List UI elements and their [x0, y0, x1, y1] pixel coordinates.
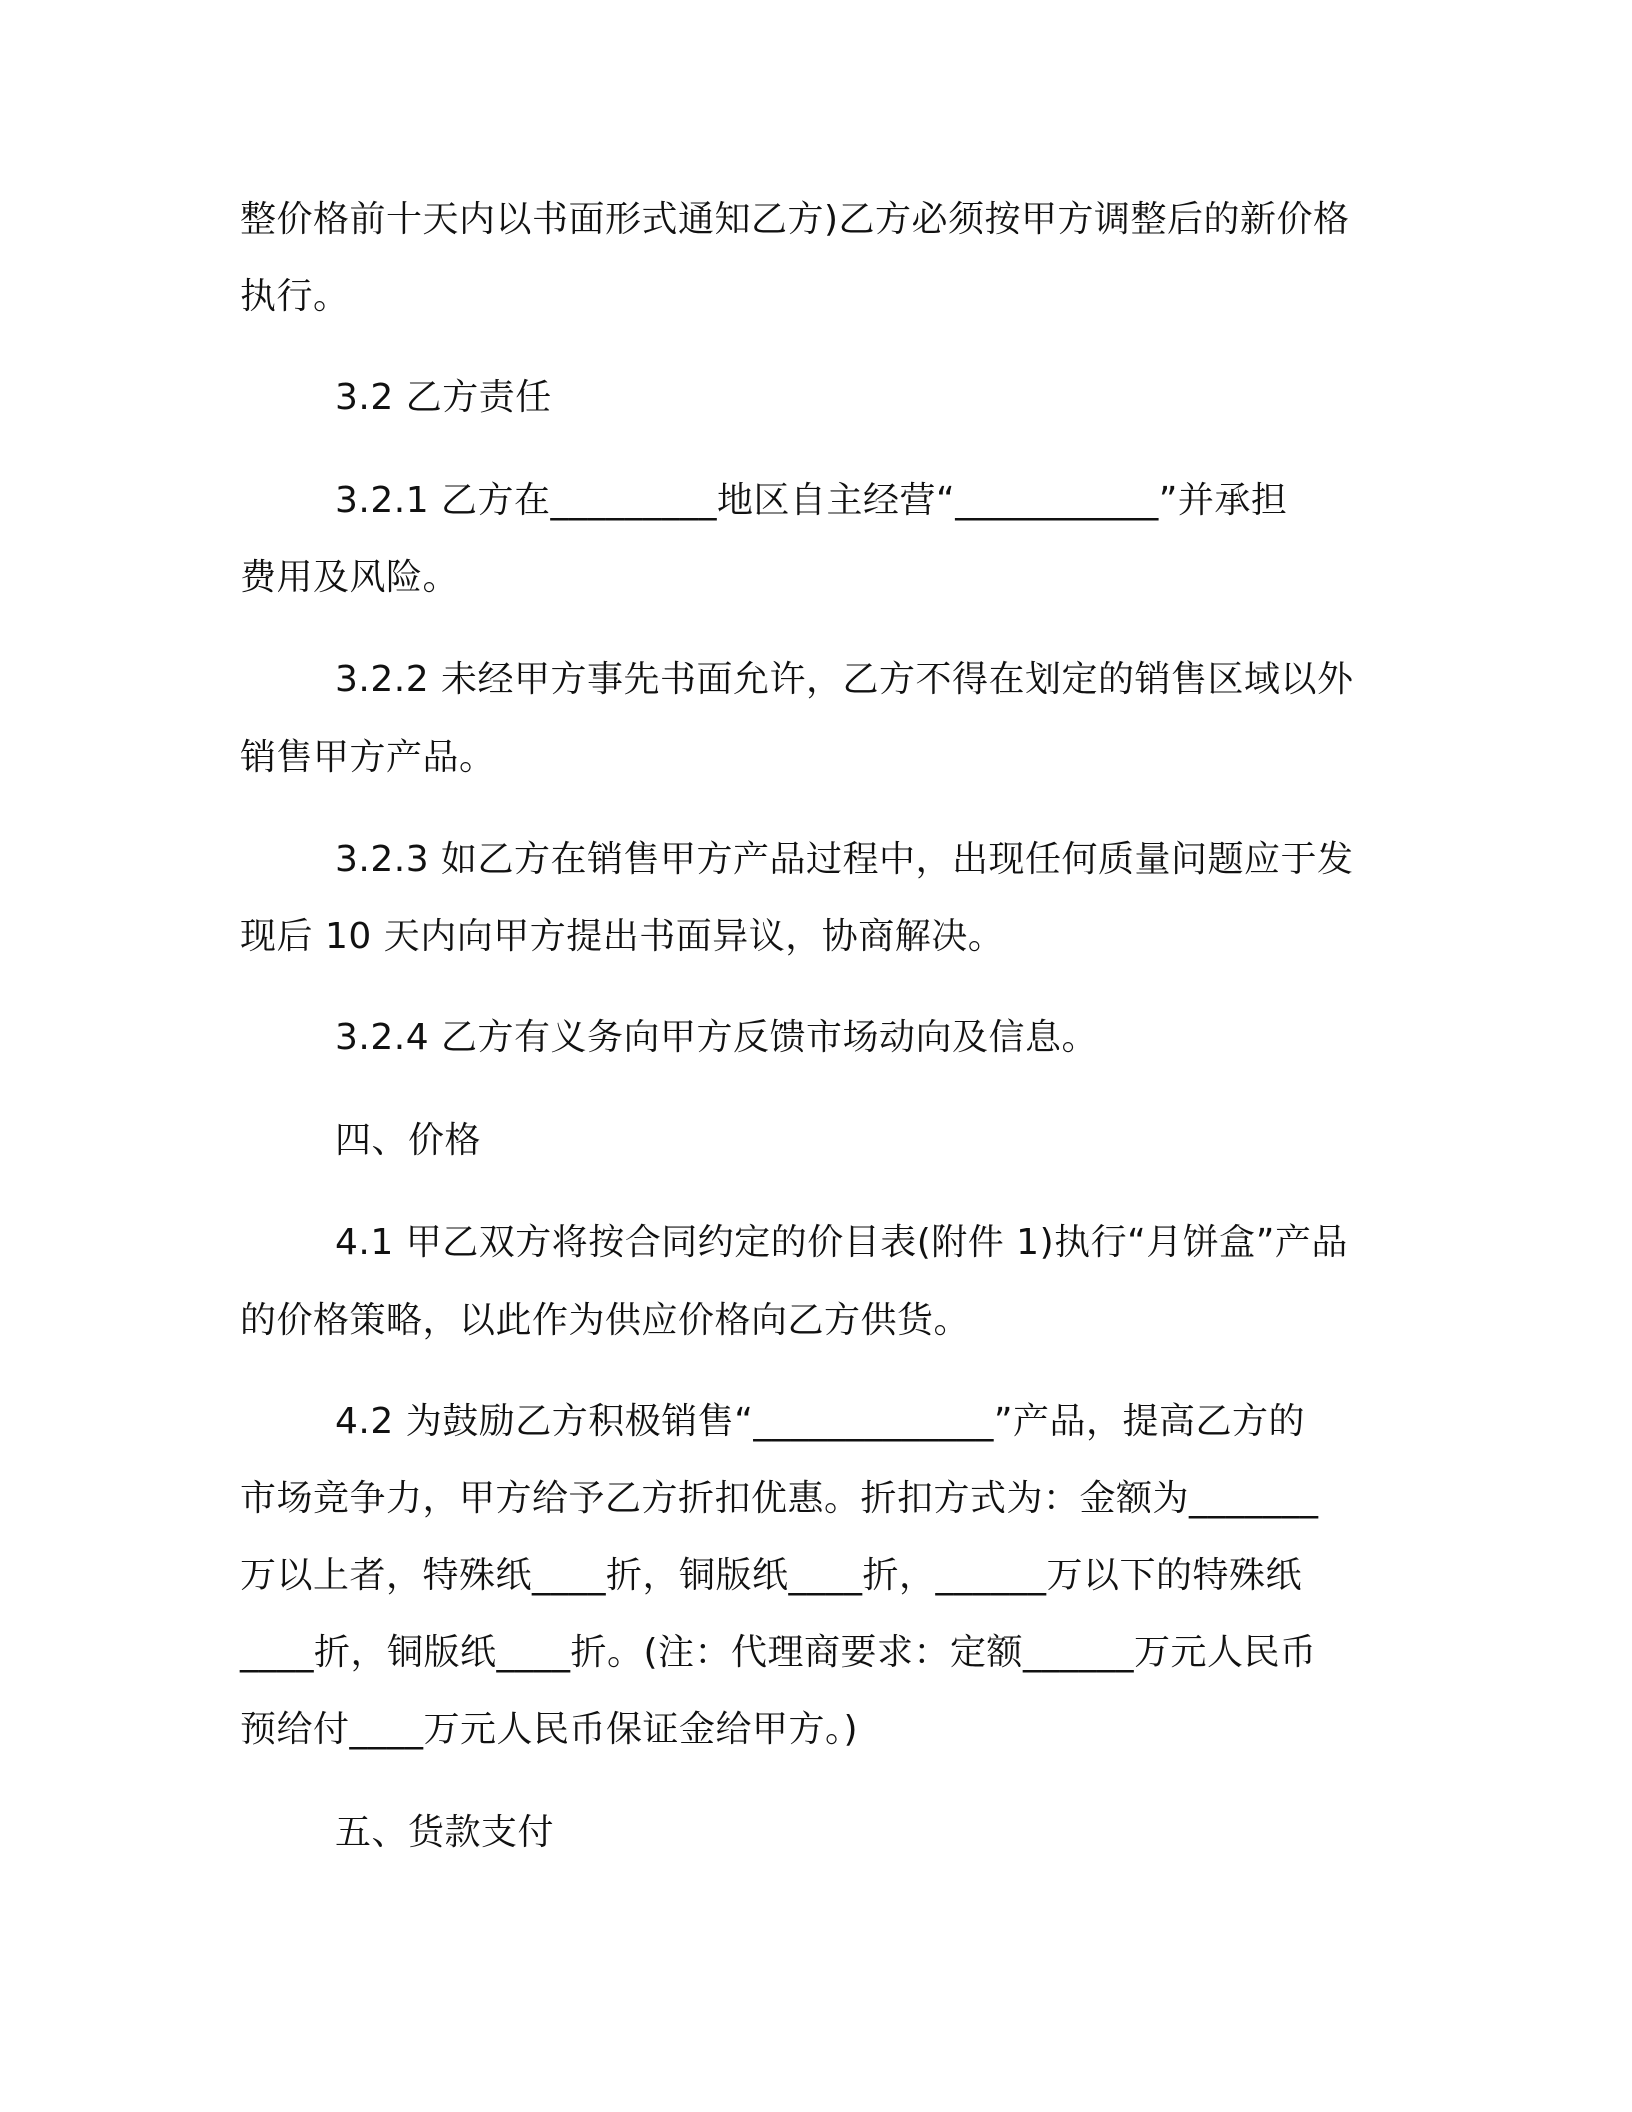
clause-line: 4.1 甲乙双方将按合同约定的价目表(附件 1)执行“月饼盒”产品 — [335, 1222, 1348, 1263]
clause-line: ____折，铜版纸____折。(注：代理商要求：定额______万元人民币 — [240, 1632, 1317, 1673]
clause-line: 现后 10 天内向甲方提出书面异议，协商解决。 — [240, 916, 1005, 957]
clause-line: 3.2.3 如乙方在销售甲方产品过程中，出现任何质量问题应于发 — [335, 839, 1354, 880]
clause-line: 3.2.4 乙方有义务向甲方反馈市场动向及信息。 — [335, 1017, 1099, 1058]
section-heading: 3.2 乙方责任 — [335, 377, 552, 418]
clause-line: 预给付____万元人民币保证金给甲方。) — [240, 1709, 859, 1750]
paragraph-line: 整价格前十天内以书面形式通知乙方)乙方必须按甲方调整后的新价格 — [240, 199, 1350, 240]
section-heading: 五、货款支付 — [335, 1812, 555, 1853]
paragraph-line: 执行。 — [240, 276, 350, 317]
clause-line: 的价格策略，以此作为供应价格向乙方供货。 — [240, 1300, 971, 1341]
section-heading: 四、价格 — [335, 1120, 482, 1161]
clause-line: 4.2 为鼓励乙方积极销售“_____________”产品，提高乙方的 — [335, 1401, 1305, 1442]
clause-line: 3.2.2 未经甲方事先书面允许，乙方不得在划定的销售区域以外 — [335, 659, 1354, 700]
clause-line: 销售甲方产品。 — [240, 737, 496, 778]
clause-line: 万以上者，特殊纸____折，铜版纸____折，______万以下的特殊纸 — [240, 1555, 1303, 1596]
clause-line: 3.2.1 乙方在_________地区自主经营“___________”并承担 — [335, 480, 1288, 521]
clause-line: 费用及风险。 — [240, 557, 460, 598]
clause-line: 市场竞争力，甲方给予乙方折扣优惠。折扣方式为：金额为_______ — [240, 1478, 1319, 1519]
